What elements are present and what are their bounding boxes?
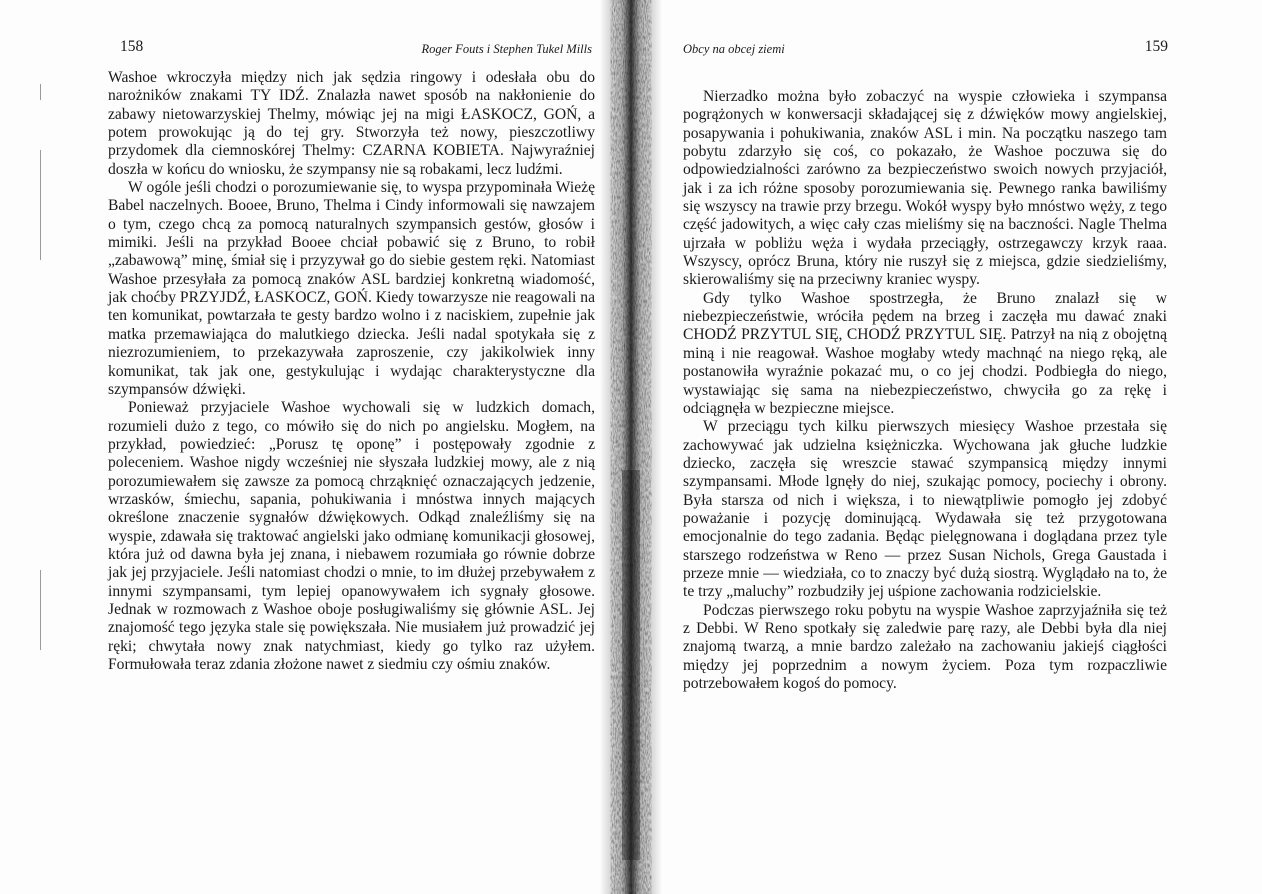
paragraph: Gdy tylko Washoe spostrzegła, że Bruno znalazł się w niebezpieczeństwie, wróciła pędem na brzeg i zaczęła mu dawać znaki CHODŹ PRZYTUL SIĘ, CHODŹ PRZYTUL SIĘ. Patrzył na nią z obojętną miną i nie reagował. Washoe mogłaby wtedy machnąć na niego ręką, ale postanowiła wyraźnie pokazać mu, o co jej chodzi. Podbiegła do niego, wystawiając się sama na niebezpieczeństwo, chwyciła go za rękę i odciągnęła w bezpieczne miejsce. (683, 289, 1167, 417)
running-title-left: Roger Fouts i Stephen Tukel Mills (421, 42, 592, 56)
running-title-right: Obcy na obcej ziemi (683, 42, 785, 56)
margin-mark (40, 570, 41, 650)
page-number-right: 159 (1144, 38, 1168, 55)
paragraph: Podczas pierwszego roku pobytu na wyspie Washoe zaprzyjaźniła się też z Debbi. W Reno spotkały się zaledwie parę razy, ale Debbi była dla niej znajomą twarzą, a mnie bardzo zależało na zachowaniu jakiejś ciągłości między jej poprzednim a nowym życiem. Poza tym rozpaczliwie potrzebowałem kogoś do pomocy. (683, 601, 1167, 692)
paragraph: Nierzadko można było zobaczyć na wyspie człowieka i szympansa pogrążonych w konwersacji składającej się z dźwięków mowy angielskiej, posapywania i pohukiwania, znaków ASL i min. Na początku naszego tam pobytu zdarzyło się coś, co pokazało, że Washoe poczuwa się do odpowiedzialności zarówno za bezpieczeństwo swoich nowych przyjaciół, jak i za ich różne sposoby porozumiewania się. Pewnego ranka bawiliśmy się wszyscy na trawie przy brzegu. Wokół wyspy było mnóstwo węży, z tego część jadowitych, a więc cały czas mieliśmy się na baczności. Nagle Thelma ujrzała w pobliżu węża i wydała przeciągły, ostrzegawczy krzyk raaa. Wszyscy, oprócz Bruna, który nie ruszył się z miejsca, gdzie siedzieliśmy, skierowaliśmy się na przeciwny kraniec wyspy. (683, 88, 1167, 289)
left-page (0, 0, 618, 894)
body-text-left (108, 69, 595, 674)
paragraph: Washoe wkroczyła między nich jak sędzia ringowy i odesłała obu do narożników znakami TY IDŹ. Znalazła nawet sposób na nakłonienie do zabawy nietowarzyskiej Thelmy, mówiąc jej na migi ŁASKOCZ, GOŃ, a potem prowokując ją do tej gry. Stworzyła też nowy, pieszczotliwy przydomek dla ciemnoskórej Thelmy: CZARNA KOBIETA. Najwyraźniej doszła w końcu do wniosku, że szympansy nie są robakami, lecz ludźmi. (108, 69, 595, 178)
page-number-left: 158 (120, 38, 144, 55)
paragraph: W ogóle jeśli chodzi o porozumiewanie się, to wyspa przypominała Wieżę Babel naczelnych. Booee, Bruno, Thelma i Cindy informowali się nawzajem o tym, czego chcą za pomocą naturalnych szympansich gestów, głosów i mimiki. Jeśli na przykład Booee chciał pobawić się z Bruno, to robił „zabawową” minę, śmiał się i przyzywał go do siebie gestem ręki. Natomiast Washoe przesyłała za pomocą znaków ASL bardziej konkretną wiadomość, jak choćby PRZYJDŹ, ŁASKOCZ, GOŃ. Kiedy towarzysze nie reagowali na ten komunikat, powtarzała te gesty bardzo wolno i z naciskiem, zupełnie jak matka przemawiająca do malutkiego dziecka. Jeśli nadal spotykała się z niezrozumieniem, to przekazywała zaproszenie, czy jakikolwiek inny komunikat, tak jak one, gestykulując i wydając charakterystyczne dla szympansów dźwięki. (108, 179, 595, 398)
right-page (640, 0, 1262, 894)
body-text-right (683, 88, 1167, 693)
margin-mark (40, 150, 41, 260)
margin-mark (40, 84, 41, 100)
paragraph: Ponieważ przyjaciele Washoe wychowali się w ludzkich domach, rozumieli dużo z tego, co mówiło się do nich po angielsku. Mogłem, na przykład, powiedzieć: „Porusz tę oponę” i postępowały zgodnie z poleceniem. Washoe nigdy wcześniej nie słyszała ludzkiej mowy, ale z nią porozumiewałem się zawsze za pomocą chrząknięć oznaczających jedzenie, wrzasków, śmiechu, sapania, pohukiwania i mnóstwa innych mających określone znaczenie sygnałów dźwiękowych. Odkąd znaleźliśmy się na wyspie, zdawała się traktować angielski jako odmianę komunikacji głosowej, która już od dawna była jej znana, i niebawem rozumiała go równie dobrze jak jej przyjaciele. Jeśli natomiast chodzi o mnie, to im dłużej przebywałem z innymi szympansami, tym lepiej opanowywałem ich sygnały głosowe. Jednak w rozmowach z Washoe oboje posługiwaliśmy się głównie ASL. Jej znajomość tego języka stale się powiększała. Nie musiałem już prowadzić jej ręki; chwytała nowy znak natychmiast, kiedy go tylko raz użyłem. Formułowała teraz zdania złożone nawet z siedmiu czy ośmiu znaków. (108, 399, 595, 673)
paragraph: W przeciągu tych kilku pierwszych miesięcy Washoe przestała się zachowywać jak udzielna księżniczka. Wychowana jak głuche ludzkie dziecko, zaczęła się wreszcie stawać szympansicą między innymi szympansami. Młode lgnęły do niej, szukając pomocy, pociechy i obrony. Była starsza od nich i większa, i to niewątpliwie pomogło jej zdobyć poważanie i pozycję dominującą. Wydawała się też przygotowana emocjonalnie do tego zadania. Będąc pielęgnowana i doglądana przez tyle starszego rodzeństwa w Reno — przez Susan Nichols, Grega Gaustada i przeze mnie — wiedziała, co to znaczy być dużą siostrą. Wyglądało na to, że te trzy „maluchy” rozbudziły jej uśpione zachowania rodzicielskie. (683, 418, 1167, 601)
